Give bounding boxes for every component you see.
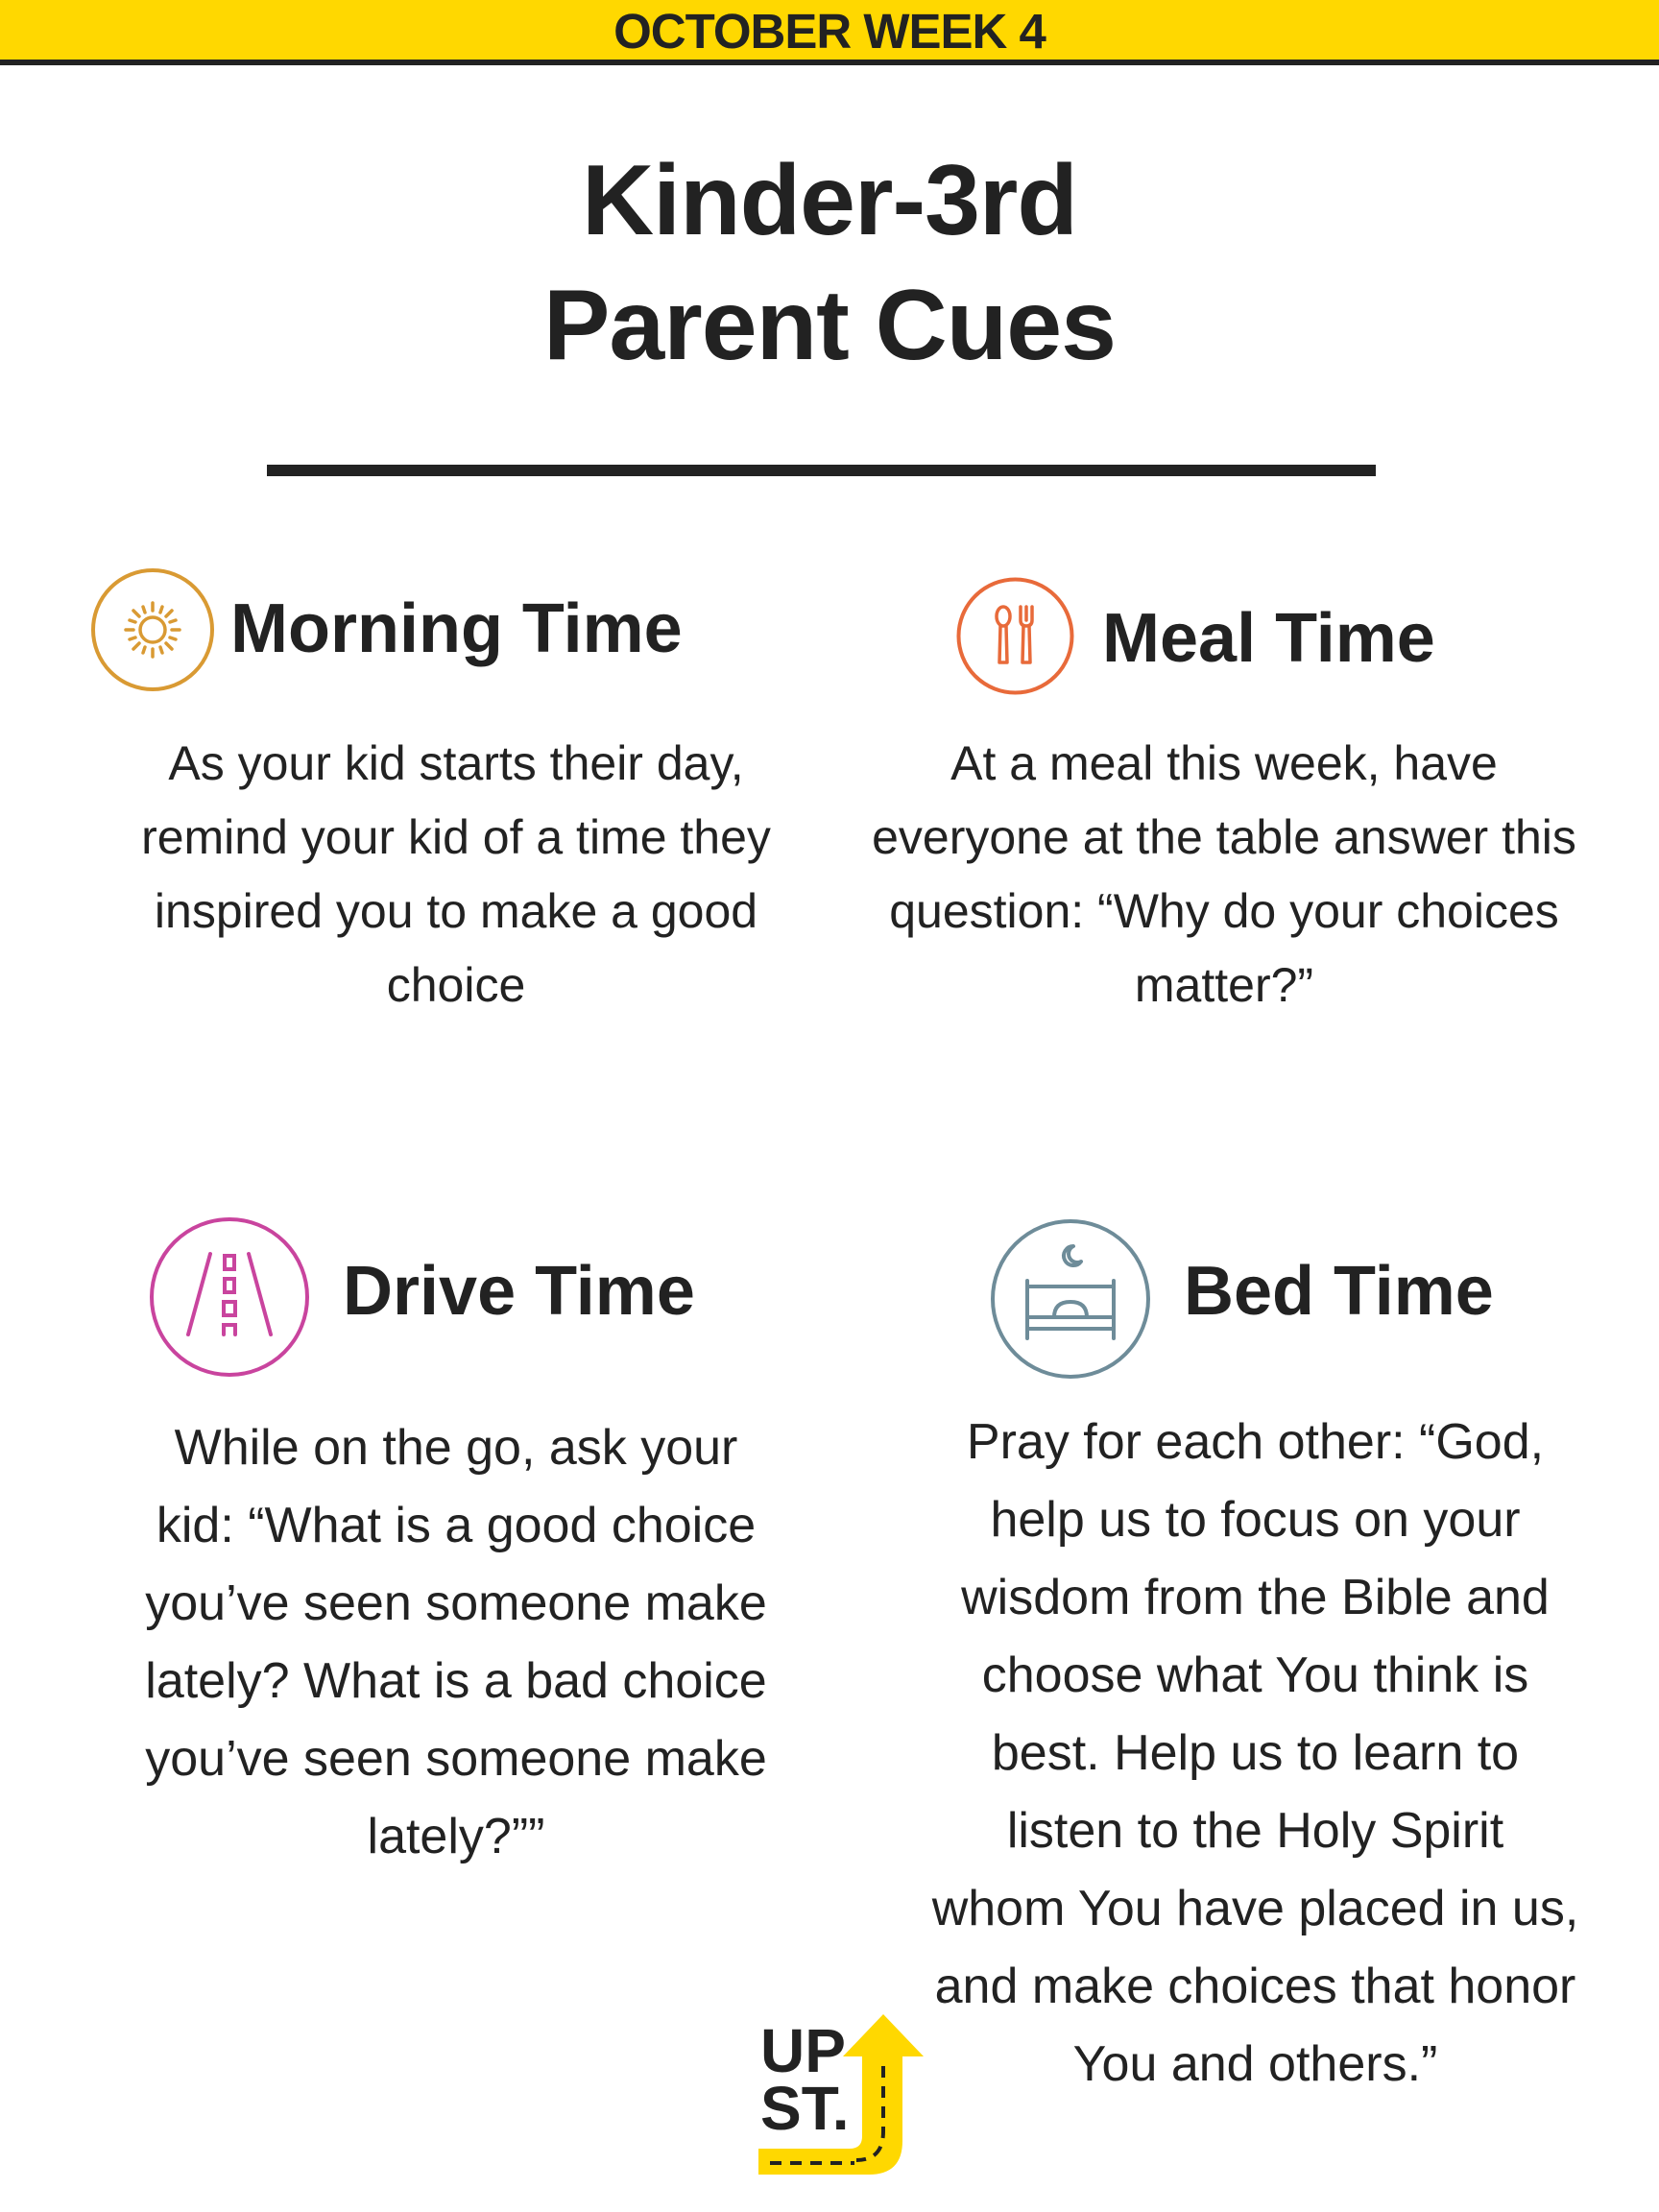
text-line: While on the go, ask your [174,1420,738,1476]
text-line: best. Help us to learn to [991,1725,1520,1781]
text-line: listen to the Holy Spirit [1006,1803,1504,1859]
text-line: inspired you to make a good [154,884,758,938]
text-line: lately?”” [367,1809,545,1864]
text-line: wisdom from the Bible and [961,1570,1550,1625]
banner-underline [0,60,1659,65]
morning-time-text [86,727,826,1022]
logo-text-st: ST. [760,2074,850,2143]
morning-time-heading: Morning Time [230,590,683,667]
text-line: help us to focus on your [990,1492,1521,1548]
text-line: At a meal this week, have [950,736,1498,790]
drive-time-heading: Drive Time [343,1253,695,1330]
text-line: question: “Why do your choices [889,884,1559,938]
upst-logo [749,2007,931,2179]
meal-time-text [826,727,1623,1022]
text-line: you’ve seen someone make [145,1731,767,1787]
page-title-line1: Kinder-3rd [582,145,1077,256]
text-line: choose what You think is [981,1647,1529,1703]
week-label: OCTOBER WEEK 4 [613,4,1046,59]
sun-icon [89,566,216,693]
road-icon [148,1215,311,1379]
text-line: remind your kid of a time they [141,810,771,864]
title-divider [267,465,1376,476]
text-line: and make choices that honor [934,1959,1576,2014]
page-title-line2: Parent Cues [543,270,1116,381]
text-line: kid: “What is a good choice [156,1498,757,1553]
drive-time-text [67,1409,845,1876]
text-line: whom You have placed in us, [931,1881,1579,1936]
bed-time-heading: Bed Time [1184,1253,1494,1330]
text-line: As your kid starts their day, [168,736,744,790]
utensils-icon [955,576,1075,696]
text-line: you’ve seen someone make [145,1575,767,1631]
text-line: choice [386,958,526,1012]
text-line: lately? What is a bad choice [145,1653,767,1709]
bed-moon-icon [989,1217,1152,1381]
text-line: You and others.” [1072,2036,1438,2092]
meal-time-heading: Meal Time [1102,600,1435,677]
text-line: Pray for each other: “God, [966,1414,1545,1470]
text-line: everyone at the table answer this [872,810,1576,864]
logo-text-up: UP [760,2016,846,2085]
bed-time-text [835,1404,1659,2104]
text-line: matter?” [1134,958,1314,1012]
